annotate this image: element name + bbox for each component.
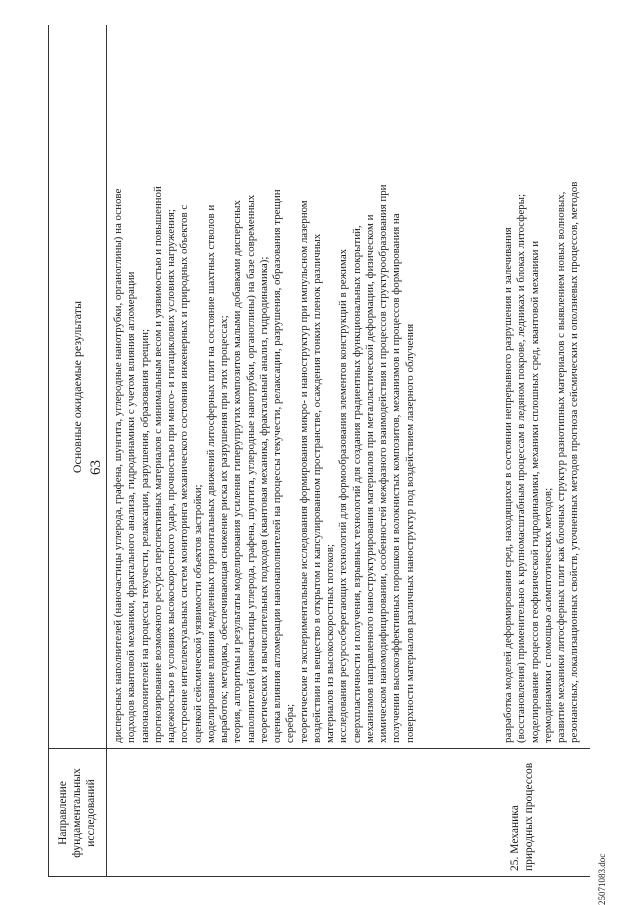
text-line: оценкой сейсмической уязвимости объектов застройки;	[191, 484, 204, 743]
text-line: построение интеллектуальных систем мониторинга механического состояния инженерных и природных объектов с	[178, 204, 191, 743]
header-results: Основные ожидаемые результаты	[69, 300, 84, 474]
text-line: подходов квантовой механики, фрактального анализа, гидродинамики с учетом влияния агломерации	[125, 271, 138, 743]
text-line: моделирование влияния медленных горизонтальных движений литосферных плит на состояние шахтных стволов и	[204, 204, 217, 743]
text-line: наполнителей (наночастицы углерода, графена, шунгита, углеродные нанотрубки, органоглины) на базе современных	[244, 194, 257, 743]
text-line: серебра;	[284, 704, 297, 743]
header-separator	[106, 25, 107, 877]
text-line: получении высокоэффективных порошков и волокнистых композитов, механизмов и процессов формирования на	[390, 213, 403, 743]
header-direction: Направление фундаментальных исследований	[57, 768, 97, 858]
text-line: термодинамики с помощью асимптотических методов;	[541, 487, 554, 743]
text-line: моделирование процессов геофизической гидродинамики, механики сплошных сред, квантовой механики и	[528, 240, 541, 743]
text-line: теоретических и вычислительных подходов (квантовая механика, фрактальный анализ, гидродинамика);	[257, 256, 270, 743]
page-number: 63	[88, 460, 104, 475]
text-line: разработка моделей деформирования сред, находящихся в состоянии непрерывного разрушения и залечивания	[502, 227, 514, 743]
text-line: поверхности материалов различных наноструктур под воздействием лазерного облучения	[403, 323, 416, 743]
text-line: теория, алгоритмы и результаты моделирования усиления гиперупругих композитов малыми добавками дисперсных	[231, 200, 244, 743]
text-line: надежностью в условиях высокоскоростного удара, прочностью при много- и гигациклових условиях нагружения;	[165, 209, 177, 743]
text-line: (восстановления) применительно к крупномасштабным процессам в ледяном покрове, ледниках и блоках литосферы;	[515, 194, 528, 743]
text-line: дисперсных наполнителей (наночастицы углерода, графена, шунгита, углеродные нанотрубки, органоглины) на основе	[112, 188, 124, 743]
file-label: 25071083.doc	[597, 853, 607, 905]
text-line: сверхпластичности и получения, взрывных технологий для создания градиентных функциональных покрытий,	[350, 225, 363, 743]
text-line: механизмов направленного наноструктурирования материалов при металластической деформации, физическом и	[363, 214, 376, 743]
results-table	[48, 25, 590, 877]
text-line: теоретические и экспериментальные исследования формирования микро- и наноструктур при импульсном лазерном	[297, 200, 310, 743]
text-line: исследования ресурсосберегающих технологий для формообразования элементов конструкций в режимах	[337, 248, 350, 743]
text-line: наноналонителей на процессы текучести, релаксации, разрушения, образования трещин;	[138, 328, 151, 743]
results-text-top	[112, 25, 422, 877]
text-line: оценка влияния агломерации нанонаполнителей на процессы текучести, релаксации, разрушения, образования трещин	[271, 189, 283, 743]
text-line: воздействии на вещество в открытом и капсулированном пространстве, осаждения тонких пленок различных	[310, 233, 323, 743]
text-line: развитие механики литосферных плит как блочных структур разнотипных материалов с выявлением новых волновых,	[555, 191, 567, 743]
text-line: резонансных, локализационных свойств, уточненных методов прогноза сейсмических и оползневых процессов, методов	[568, 181, 581, 743]
text-line: химическом наномодифицировании, особенностей межфазного взаимодействия и процессов структурообразования при	[377, 184, 389, 743]
text-line: прогнозирование возможного ресурса перспективных материалов с минимальным весом и уязвимостью и повышенной	[151, 186, 164, 743]
text-line: материалов из высокоскоростных потоков;	[324, 544, 336, 743]
section-25-title: 25. Механика природных процессов	[509, 762, 535, 871]
text-line: выработок; методика, обеспечивающая снижение риска их разрушения при этих процессах;	[218, 315, 230, 743]
